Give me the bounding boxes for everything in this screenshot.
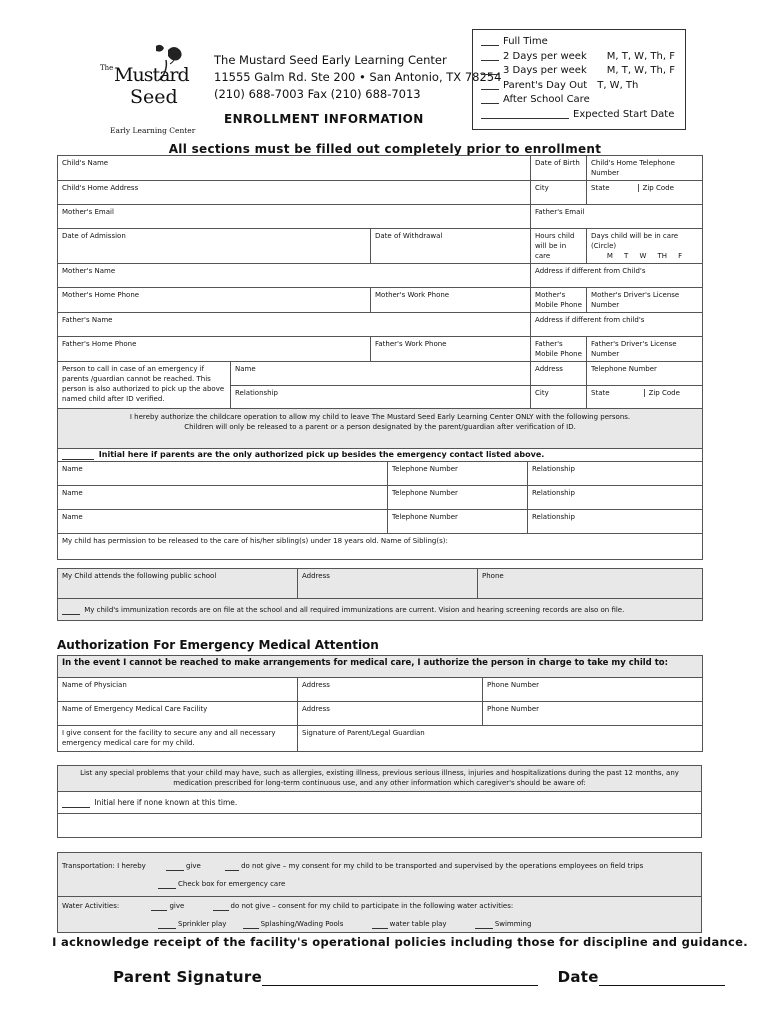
physician-phone-field[interactable]: Phone Number: [483, 678, 703, 702]
home-address-field[interactable]: Child's Home Address: [58, 181, 531, 205]
days-in-care-field[interactable]: Days child will be in care (Circle) M T W TH F: [587, 229, 703, 264]
center-logo: [100, 42, 203, 138]
school-address-field[interactable]: Address: [298, 569, 478, 599]
hours-in-care-field[interactable]: Hours child will be in care: [531, 229, 587, 264]
special-problems-table: [57, 765, 702, 838]
pickup-initial-row[interactable]: Initial here if parents are the only authorized pick up besides the emergency contact listed above.: [58, 449, 703, 462]
father-alt-address-field[interactable]: Address if different from child's: [531, 313, 703, 337]
physician-address-field[interactable]: Address: [298, 678, 483, 702]
medical-table: [57, 655, 703, 752]
father-mobile-field[interactable]: Father's Mobile Phone: [531, 337, 587, 362]
emergency-name-field[interactable]: Name: [231, 362, 531, 386]
option-full-time[interactable]: Full Time: [481, 35, 679, 50]
mother-mobile-field[interactable]: Mother's Mobile Phone: [531, 288, 587, 313]
mother-work-phone-field[interactable]: Mother's Work Phone: [371, 288, 531, 313]
school-table: [57, 568, 703, 621]
logo-tagline: Early Learning Center: [110, 126, 196, 135]
physician-field[interactable]: Name of Physician: [58, 678, 298, 702]
pickup-authorization-text: I hereby authorize the childcare operation to allow my child to leave The Mustard Seed Early Learning Center ONLY with the following persons. Children will only be released to a parent or a person designated by the parent/guardian after verification of ID.: [58, 409, 703, 449]
pickup-tel-1[interactable]: Telephone Number: [388, 462, 528, 486]
mother-email-field[interactable]: Mother's Email: [58, 205, 531, 229]
mother-alt-address-field[interactable]: Address if different from Child's: [531, 264, 703, 288]
logo-the: The: [100, 64, 114, 72]
emergency-address-field[interactable]: Address: [531, 362, 587, 386]
special-problems-text: List any special problems that your child may have, such as allergies, existing illness, previous serious illness, injuries and hospitalizations during the past 12 months, any medication prescribed for long-term continuous use, and any other information which caregiver's should be aware of:: [58, 766, 702, 792]
child-info-table: [57, 155, 703, 410]
school-phone-field[interactable]: Phone: [478, 569, 703, 599]
pickup-rel-1[interactable]: Relationship: [528, 462, 703, 486]
center-phone: (210) 688-7003 Fax (210) 688-7013: [214, 87, 421, 101]
expected-start-date-field[interactable]: Expected Start Date: [481, 108, 679, 123]
emergency-telephone-field[interactable]: Telephone Number: [587, 362, 703, 386]
medical-heading: Authorization For Emergency Medical Attention: [57, 638, 379, 652]
medical-intro: In the event I cannot be reached to make arrangements for medical care, I authorize the person in charge to take my child to:: [58, 656, 703, 678]
city-field[interactable]: City: [531, 181, 587, 205]
date-field[interactable]: [599, 971, 725, 986]
medical-consent-text: I give consent for the facility to secure any and all necessary emergency medical care for my child.: [58, 726, 298, 752]
home-telephone-field[interactable]: Child's Home Telephone Number: [587, 156, 703, 181]
mother-home-phone-field[interactable]: Mother's Home Phone: [58, 288, 371, 313]
activities-table: [57, 852, 702, 933]
pickup-tel-3[interactable]: Telephone Number: [388, 510, 528, 534]
pickup-rel-2[interactable]: Relationship: [528, 486, 703, 510]
option-2-days[interactable]: 2 Days per week M, T, W, Th, F: [481, 50, 679, 65]
center-header: [214, 52, 501, 103]
pickup-tel-2[interactable]: Telephone Number: [388, 486, 528, 510]
childs-name-field[interactable]: Child's Name: [58, 156, 531, 181]
facility-address-field[interactable]: Address: [298, 702, 483, 726]
special-problems-field[interactable]: [58, 814, 702, 838]
state-zip-field[interactable]: State Zip Code: [587, 181, 703, 205]
pickup-name-3[interactable]: Name: [58, 510, 388, 534]
facility-phone-field[interactable]: Phone Number: [483, 702, 703, 726]
parent-signature-label: Parent Signature: [113, 968, 263, 986]
all-sections-notice: All sections must be filled out completely prior to enrollment: [168, 142, 602, 156]
option-parents-day-out[interactable]: Parent's Day Out T, W, Th: [481, 79, 679, 94]
father-work-phone-field[interactable]: Father's Work Phone: [371, 337, 531, 362]
mother-license-field[interactable]: Mother's Driver's License Number: [587, 288, 703, 313]
option-after-school[interactable]: After School Care: [481, 93, 679, 108]
emergency-contact-description: Person to call in case of an emergency if parents /guardian cannot be reached. This person is also authorized to pick up the above named child after ID verified.: [58, 362, 231, 410]
special-initial-row[interactable]: Initial here if none known at this time.: [58, 792, 702, 814]
signature-line: [113, 968, 725, 986]
immunization-row[interactable]: My child's immunization records are on file at the school and all required immunizations are current. Vision and hearing screening records are also on file.: [58, 599, 703, 621]
center-address: 11555 Galm Rd. Ste 200 • San Antonio, TX 78254: [214, 70, 502, 84]
admission-date-field[interactable]: Date of Admission: [58, 229, 371, 264]
center-name: The Mustard Seed Early Learning Center: [214, 53, 447, 67]
logo-mustard: Mustard: [114, 64, 189, 86]
page-title: ENROLLMENT INFORMATION: [224, 112, 424, 126]
water-activities-row[interactable]: Water Activities: give do not give – consent for my child to participate in the following water activities: Sprinkler play Splashing/Wading Pools water table play Swimming: [58, 897, 702, 933]
date-label: Date: [557, 968, 599, 986]
facility-field[interactable]: Name of Emergency Medical Care Facility: [58, 702, 298, 726]
parent-signature-field[interactable]: [262, 971, 538, 986]
pickup-name-1[interactable]: Name: [58, 462, 388, 486]
guardian-signature-field[interactable]: Signature of Parent/Legal Guardian: [298, 726, 703, 752]
emergency-city-field[interactable]: City: [531, 386, 587, 410]
pickup-name-2[interactable]: Name: [58, 486, 388, 510]
pickup-authorization-table: [57, 408, 703, 560]
father-email-field[interactable]: Father's Email: [531, 205, 703, 229]
sibling-release-field[interactable]: My child has permission to be released to the care of his/her sibling(s) under 18 years old. Name of Sibling(s):: [58, 534, 703, 560]
dob-field[interactable]: Date of Birth: [531, 156, 587, 181]
emergency-relationship-field[interactable]: Relationship: [231, 386, 531, 410]
logo-seed: Seed: [130, 86, 178, 108]
option-3-days[interactable]: 3 Days per week M, T, W, Th, F: [481, 64, 679, 79]
transportation-row[interactable]: Transportation: I hereby give do not give – my consent for my child to be transported and supervised by the operations employees on field trips Check box for emergency care: [58, 853, 702, 897]
pickup-rel-3[interactable]: Relationship: [528, 510, 703, 534]
public-school-field[interactable]: My Child attends the following public school: [58, 569, 298, 599]
father-home-phone-field[interactable]: Father's Home Phone: [58, 337, 371, 362]
father-license-field[interactable]: Father's Driver's License Number: [587, 337, 703, 362]
withdrawal-date-field[interactable]: Date of Withdrawal: [371, 229, 531, 264]
acknowledge-statement: I acknowledge receipt of the facility's operational policies including those for discipline and guidance.: [52, 935, 748, 949]
enrollment-options-box: [472, 29, 686, 130]
father-name-field[interactable]: Father's Name: [58, 313, 531, 337]
emergency-state-zip-field[interactable]: State Zip Code: [587, 386, 703, 410]
mother-name-field[interactable]: Mother's Name: [58, 264, 531, 288]
